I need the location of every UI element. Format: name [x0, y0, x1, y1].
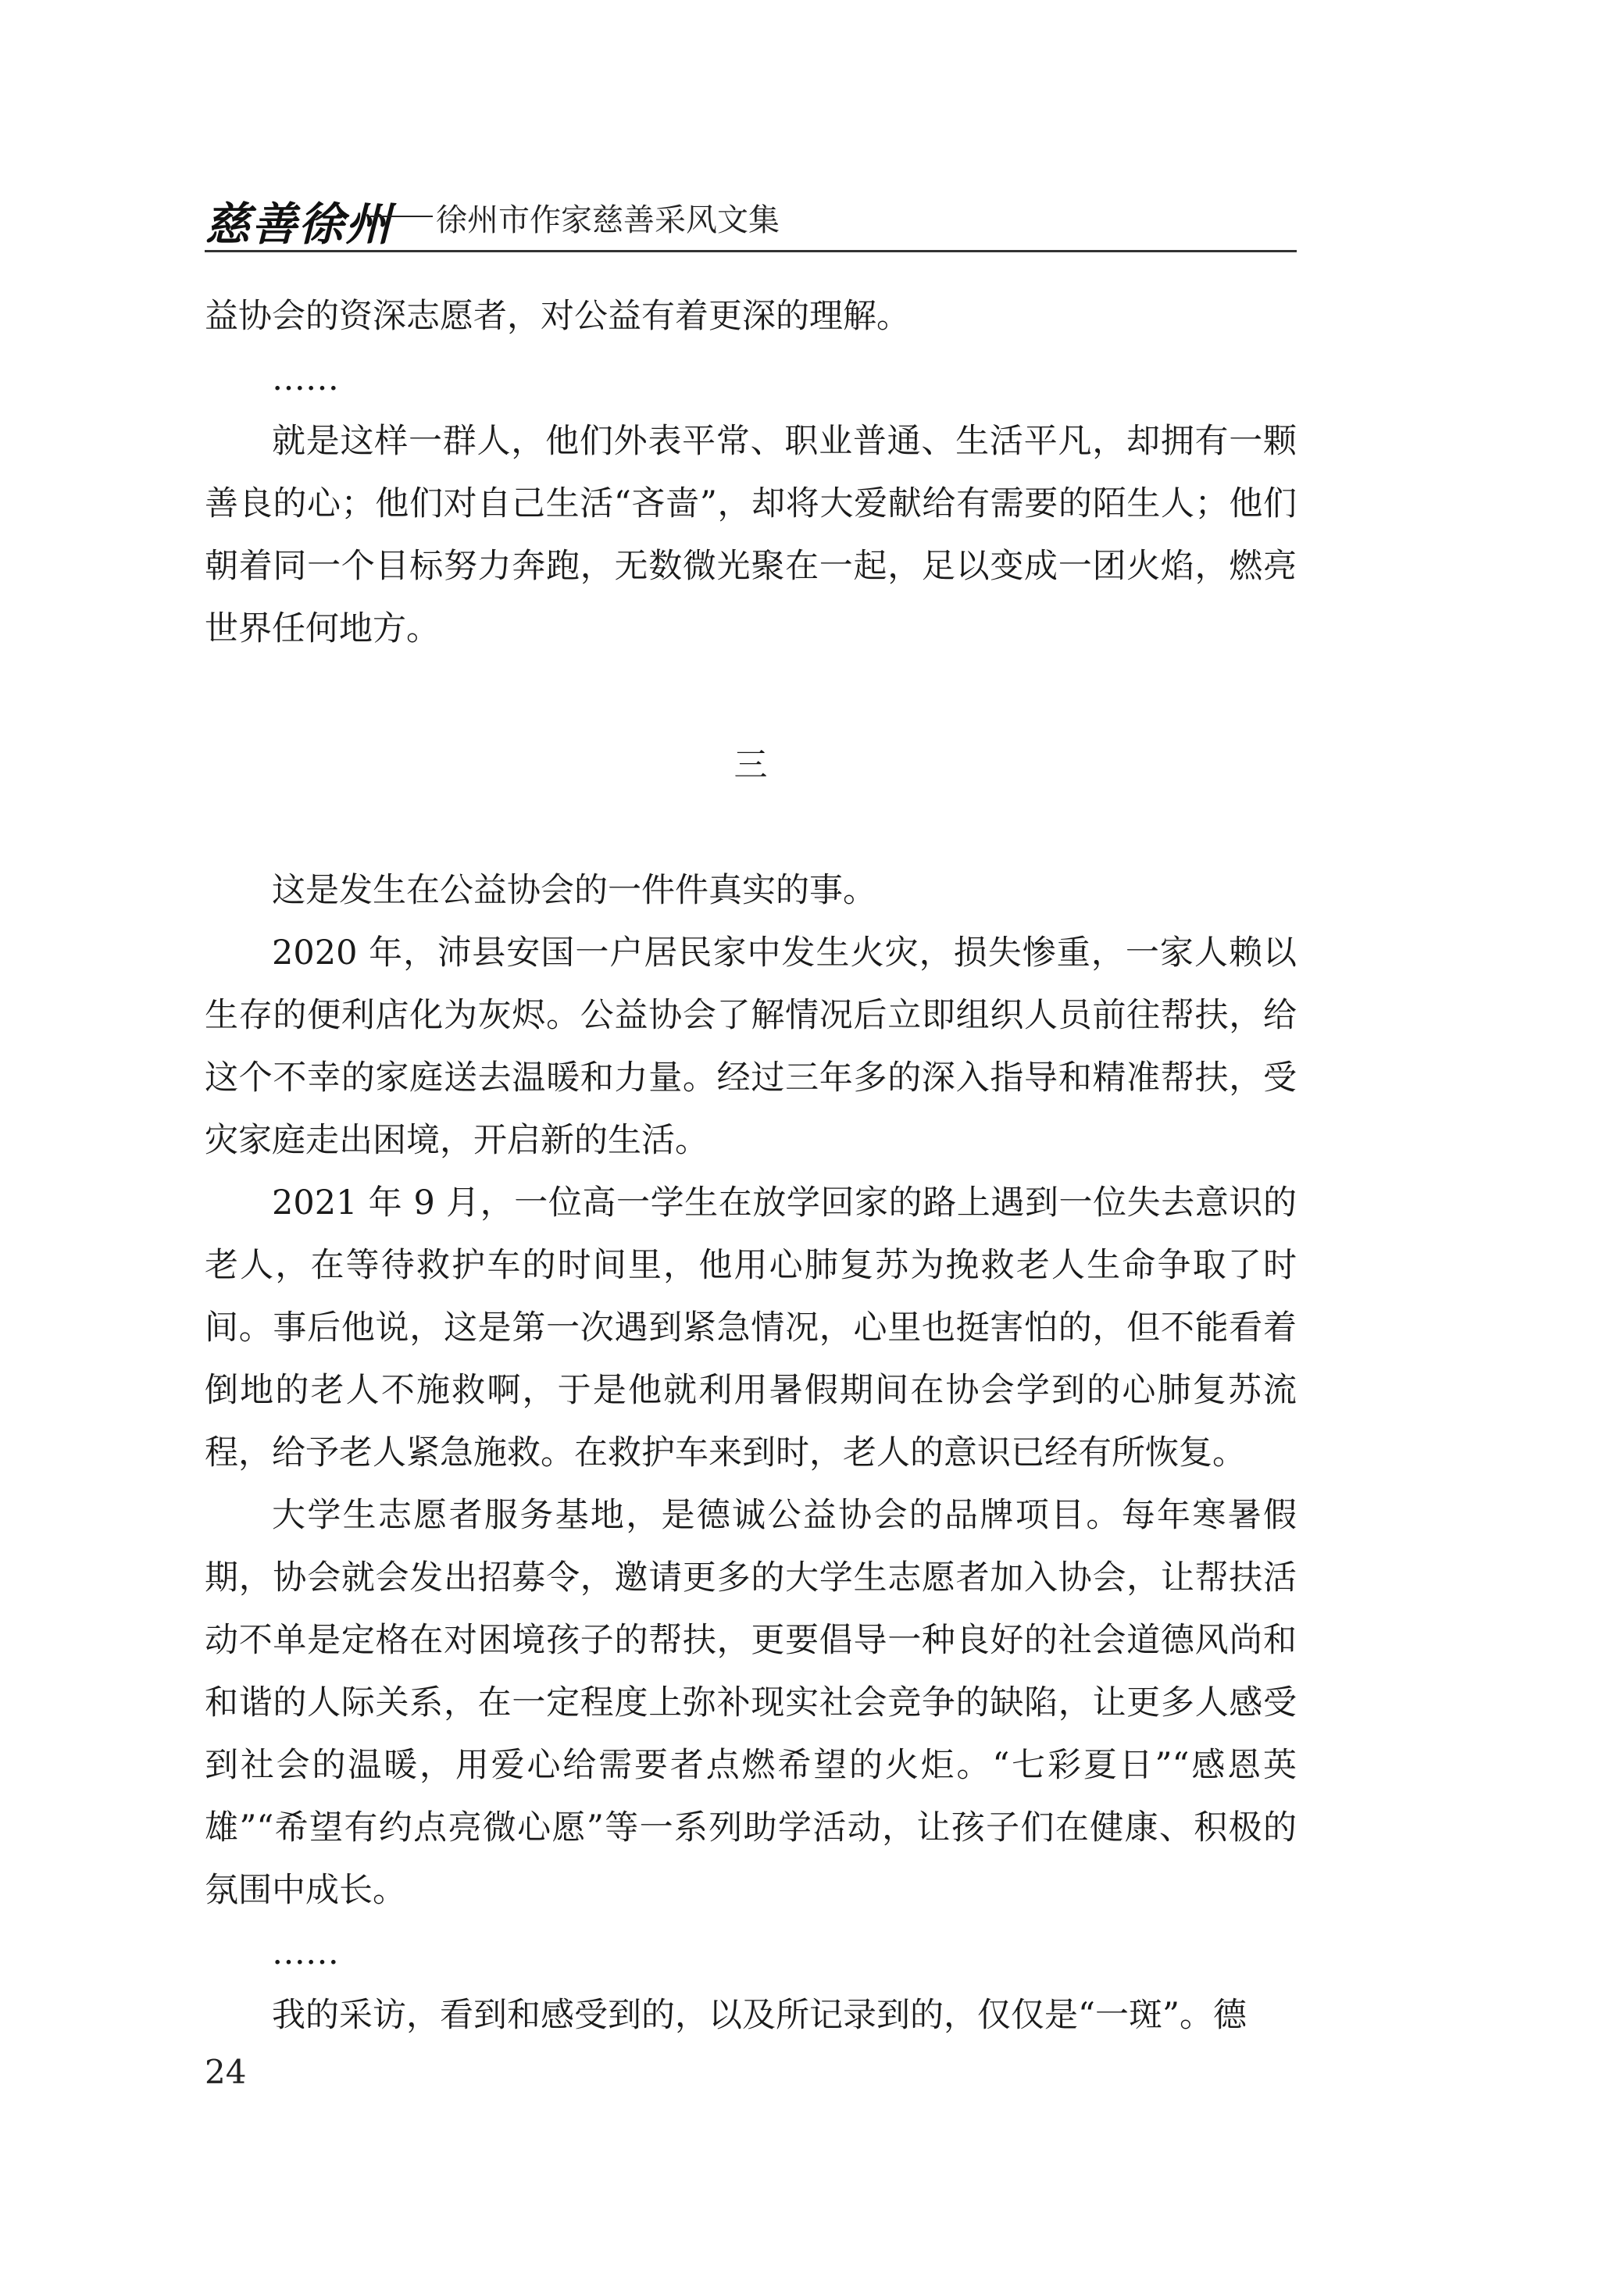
header-dash — [370, 216, 433, 217]
paragraph: 大学生志愿者服务基地，是德诚公益协会的品牌项目。每年寒暑假期，协会就会发出招募令，邀请更多的大学生志愿者加入协会，让帮扶活动不单是定格在对困境孩子的帮扶，更要倡导一种良好的社会道德风尚和和谐的人际关系，在一定程度上弥补现实社会竞争的缺陷，让更多人感受到社会的温暖，用爱心给需要者点燃希望的火炬。“七彩夏日”“感恩英雄”“希望有约点亮微心愿”等一系列助学活动，让孩子们在健康、积极的氛围中成长。 — [205, 1496, 1297, 1910]
ellipsis-break: …… — [272, 1933, 339, 1972]
ellipsis-break: …… — [272, 359, 339, 398]
page-body — [205, 285, 1297, 2047]
paragraph: 2021 年 9 月，一位高一学生在放学回家的路上遇到一位失去意识的老人，在等待救护车的时间里，他用心肺复苏为挽救老人生命争取了时间。事后他说，这是第一次遇到紧急情况，心里也挺害怕的，但不能看着倒地的老人不施救啊，于是他就利用暑假期间在协会学到的心肺复苏流程，给予老人紧急施救。在救护车来到时，老人的意识已经有所恢复。 — [205, 1183, 1297, 1472]
book-subtitle: 徐州市作家慈善采风文集 — [436, 202, 780, 238]
book-logo: 慈善徐州 — [205, 198, 393, 251]
section-heading: 三 — [733, 746, 768, 785]
paragraph: 我的采访，看到和感受到的，以及所记录到的，仅仅是“一斑”。德 — [272, 1996, 1247, 2035]
paragraph: 2020 年，沛县安国一户居民家中发生火灾，损失惨重，一家人赖以生存的便利店化为灰烬。公益协会了解情况后立即组织人员前往帮扶，给这个不幸的家庭送去温暖和力量。经过三年多的深入指导和精准帮扶，受灾家庭走出困境，开启新的生活。 — [205, 933, 1297, 1160]
paragraph: 就是这样一群人，他们外表平常、职业普通、生活平凡，却拥有一颗善良的心；他们对自己生活“吝啬”，却将大爱献给有需要的陌生人；他们朝着同一个目标努力奔跑，无数微光聚在一起，足以变成一团火焰，燃亮世界任何地方。 — [205, 422, 1297, 648]
running-header — [205, 178, 1297, 252]
page-number: 24 — [205, 2053, 247, 2091]
paragraph: 这是发生在公益协会的一件件真实的事。 — [272, 871, 876, 910]
paragraph-continued: 益协会的资深志愿者，对公益有着更深的理解。 — [205, 297, 910, 336]
